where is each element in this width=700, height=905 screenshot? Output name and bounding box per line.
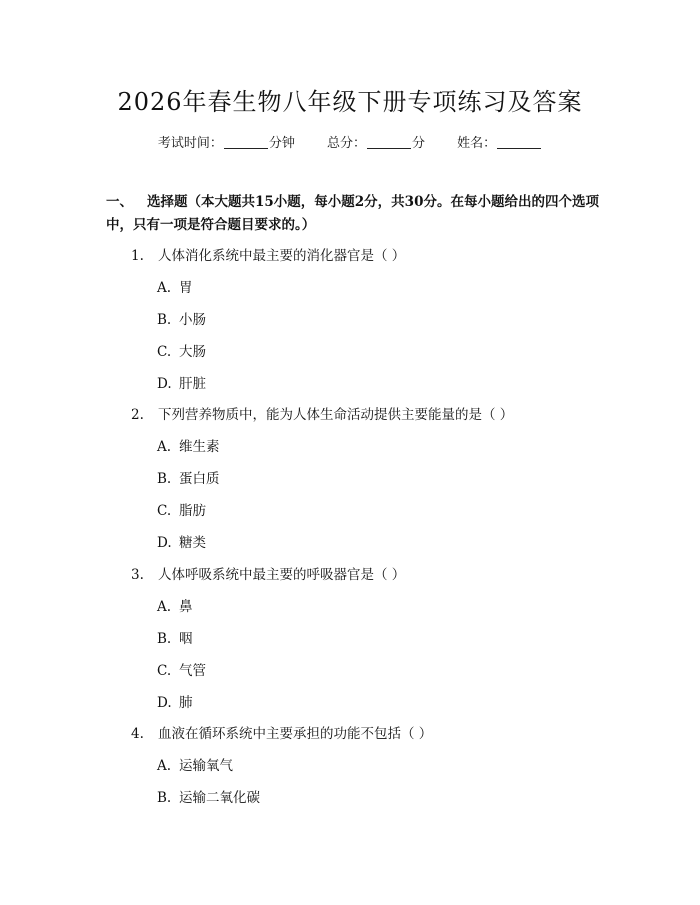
option-text: 鼻 [179,599,193,615]
exam-time-blank [224,147,268,149]
question-number: 3. [131,567,144,583]
exam-time-unit: 分钟 [268,136,295,151]
option-letter: C. [157,503,172,519]
student-name-blank [497,147,541,149]
option-letter: C. [157,344,172,360]
total-score-unit: 分 [412,136,426,151]
option-4b [157,786,260,806]
option-letter: B. [157,790,172,806]
question-text: 下列营养物质中，能为人体生命活动提供主要能量的是（ ） [158,407,514,423]
option-text: 小肠 [179,312,206,328]
option-3d [157,691,193,711]
question-2 [131,403,513,423]
option-letter: B. [157,312,172,328]
option-letter: D. [157,376,172,392]
option-letter: A. [157,439,172,455]
option-3c [157,659,206,679]
exam-time-label: 考试时间： [157,136,223,151]
option-2c [157,499,206,519]
option-text: 脂肪 [179,503,206,519]
question-number: 4. [131,726,144,742]
question-4 [131,722,432,742]
student-name-field [457,136,542,151]
option-letter: B. [157,471,172,487]
option-text: 运输二氧化碳 [179,790,260,806]
option-letter: B. [157,631,172,647]
option-text: 大肠 [179,344,206,360]
option-4a [157,754,233,774]
total-score-label: 总分： [326,136,366,151]
option-letter: C. [157,663,172,679]
option-text: 糖类 [179,535,206,551]
option-letter: A. [157,280,172,296]
option-1a [157,276,193,296]
question-text: 人体消化系统中最主要的消化器官是（ ） [158,248,406,264]
total-score-blank [367,147,411,149]
section-number: 一、 [106,194,133,210]
student-name-label: 姓名： [457,136,497,151]
option-text: 维生素 [179,439,220,455]
question-1 [131,244,405,264]
option-1b [157,308,206,328]
option-1c [157,340,206,360]
option-2a [157,435,220,455]
exam-time-field [158,136,295,151]
section-instructions: 选择题（本大题共15小题，每小题2分，共30分。在每小题给出的四个选项中，只有一项是符合题目要求的。） [106,194,599,233]
option-1d [157,372,206,392]
option-text: 运输氧气 [179,758,233,774]
question-3 [131,563,405,583]
option-text: 蛋白质 [179,471,220,487]
option-text: 咽 [179,631,193,647]
option-3b [157,627,193,647]
question-number: 1. [131,248,144,264]
section-heading [106,191,606,237]
option-text: 肝脏 [179,376,206,392]
exam-info-line [0,132,700,151]
question-text: 人体呼吸系统中最主要的呼吸器官是（ ） [158,567,406,583]
total-score-field [327,136,425,151]
option-letter: D. [157,535,172,551]
option-letter: D. [157,695,172,711]
question-text: 血液在循环系统中主要承担的功能不包括（ ） [158,726,433,742]
option-text: 肺 [179,695,193,711]
option-3a [157,595,193,615]
option-2d [157,531,206,551]
option-text: 胃 [179,280,193,296]
option-text: 气管 [179,663,206,679]
option-letter: A. [157,599,172,615]
option-2b [157,467,220,487]
option-letter: A. [157,758,172,774]
question-number: 2. [131,407,144,423]
document-title: 2026年春生物八年级下册专项练习及答案 [117,88,583,116]
